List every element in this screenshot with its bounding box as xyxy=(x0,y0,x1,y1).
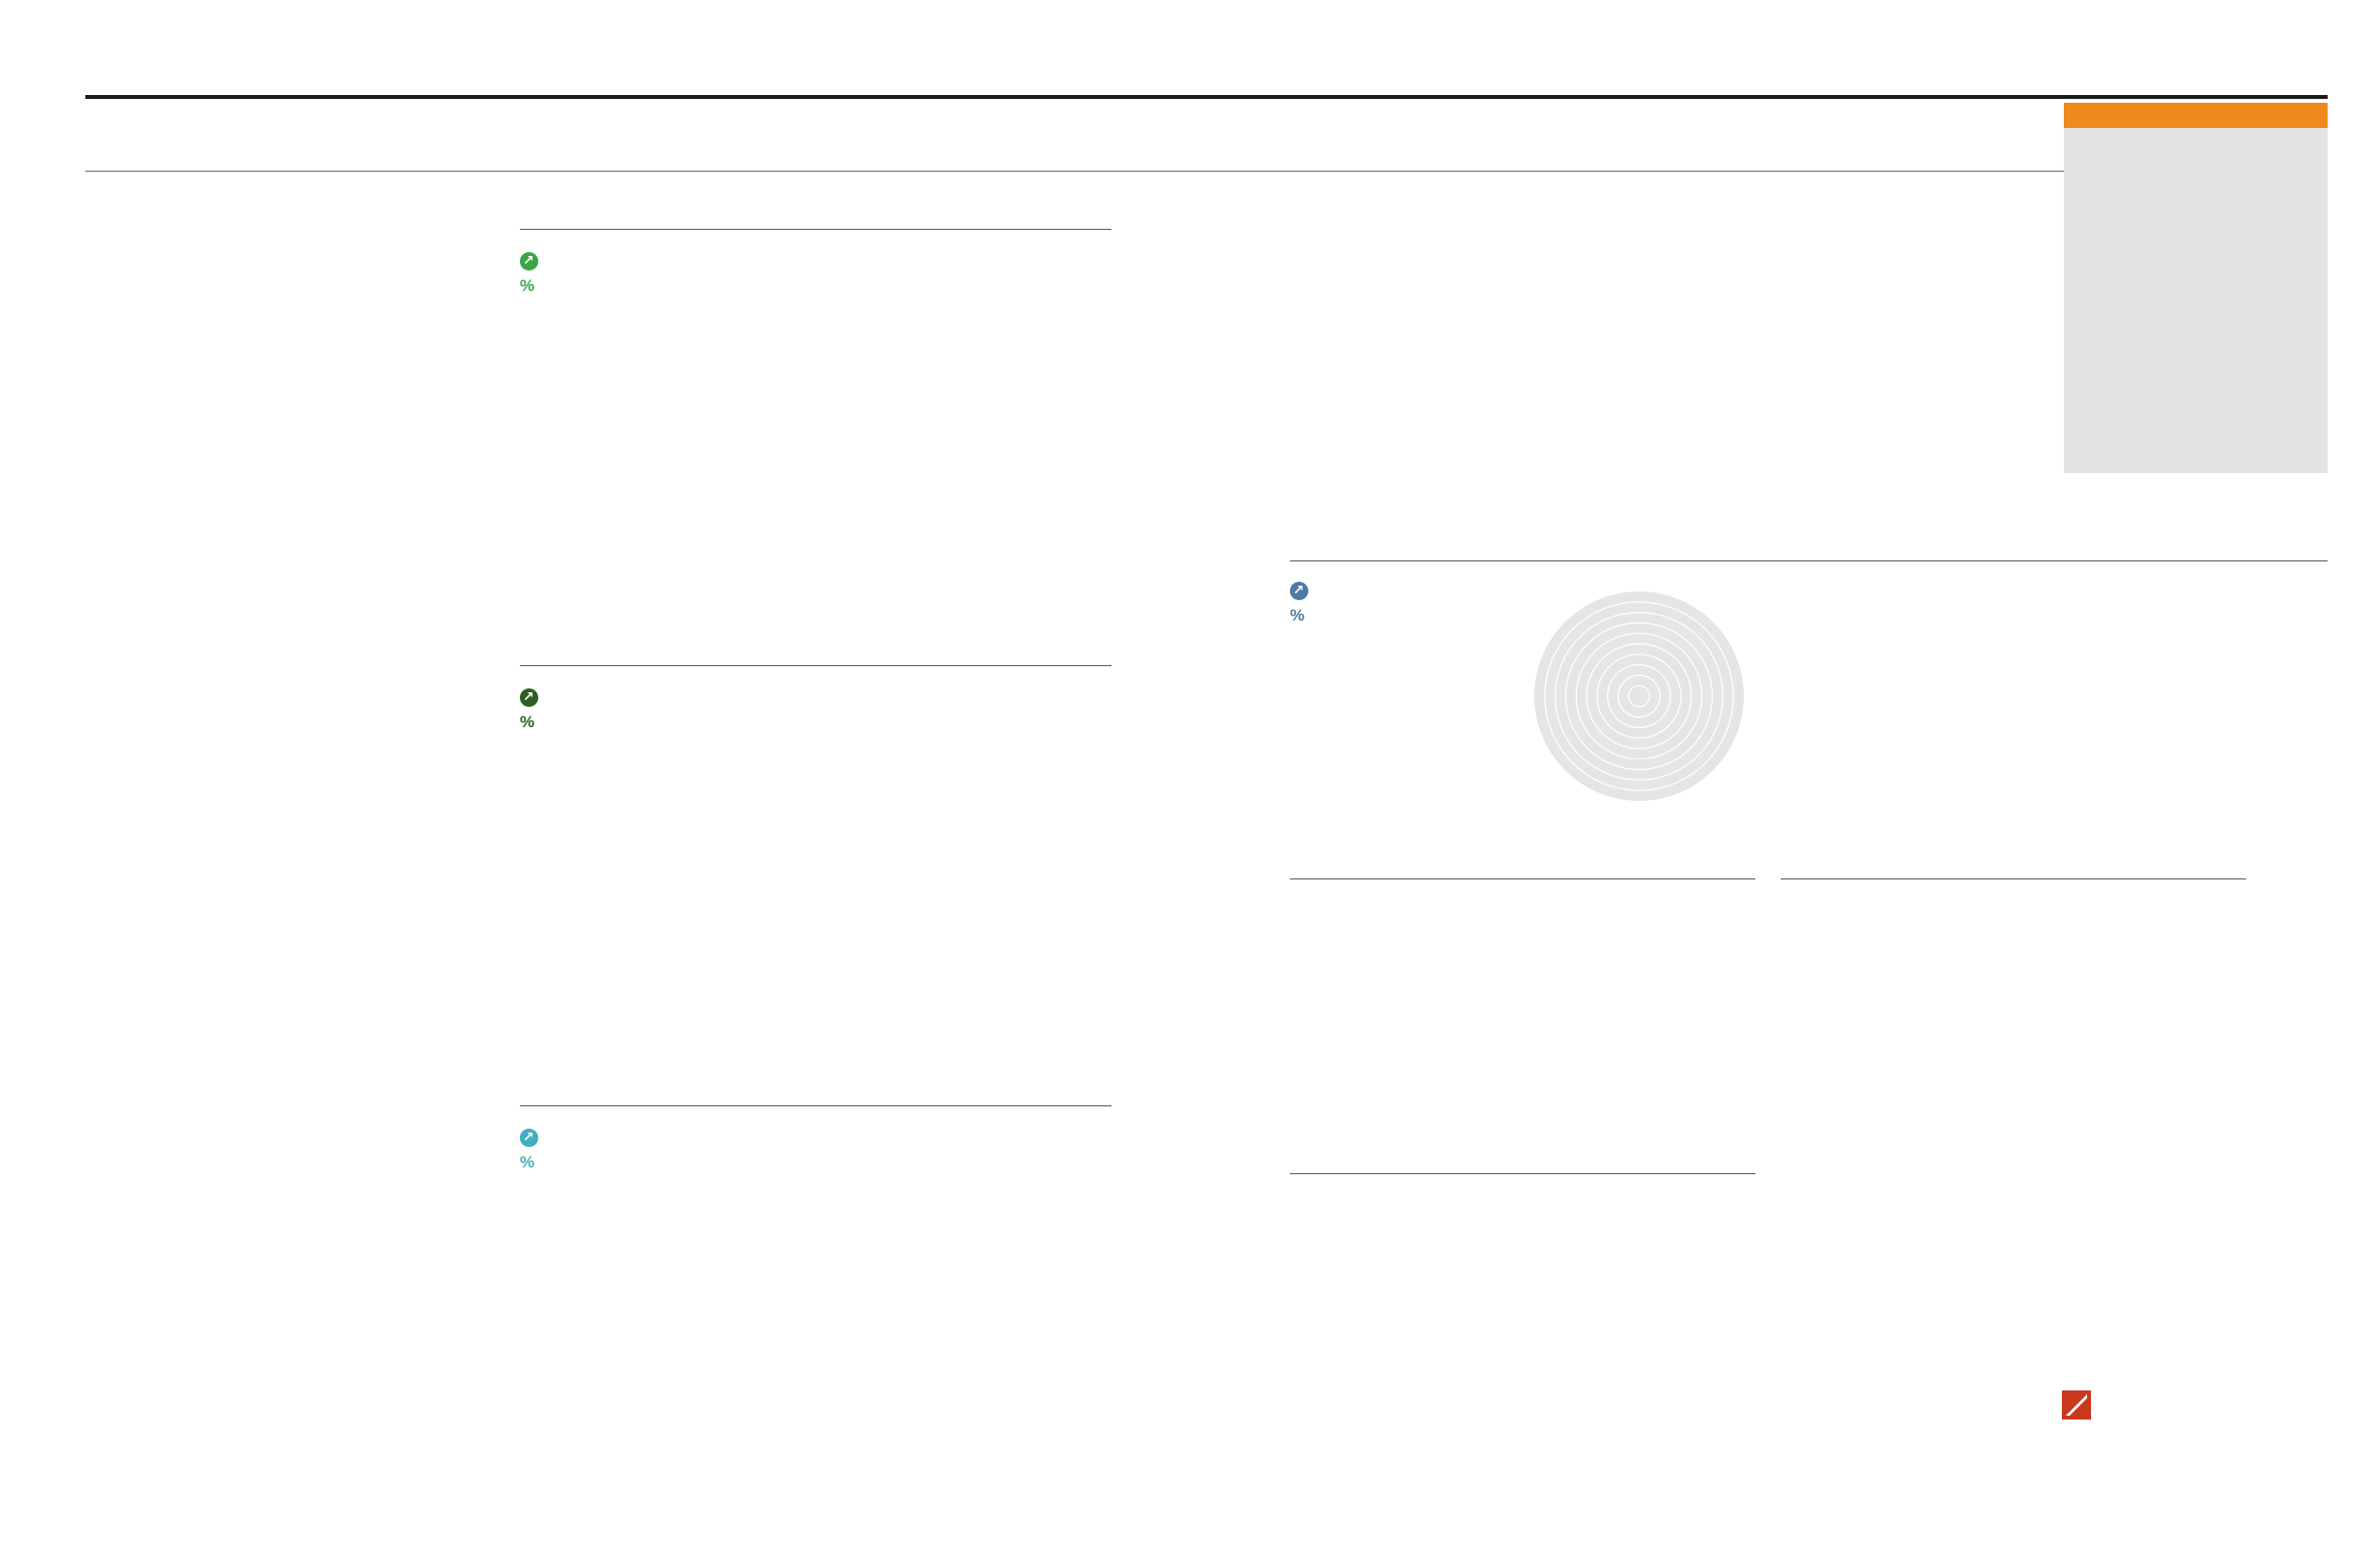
divider xyxy=(1290,878,1755,879)
divider xyxy=(520,1105,1111,1106)
type-closers xyxy=(520,675,724,743)
header-rule xyxy=(85,95,2328,99)
radar-chart-storytellers xyxy=(1530,588,1748,805)
divider xyxy=(1781,878,2246,879)
arrow-icon xyxy=(520,1129,538,1147)
arrow-icon xyxy=(1290,582,1308,600)
radar-chart-consultants xyxy=(733,1115,1121,1542)
type-consultants xyxy=(520,1115,724,1183)
divider xyxy=(1290,560,2328,561)
type-percentage: % xyxy=(520,1152,535,1171)
arrow-icon xyxy=(520,252,538,271)
type-experts xyxy=(520,239,724,306)
type-percentage: % xyxy=(520,712,535,731)
how-to-read-box xyxy=(2064,103,2328,473)
type-recommendation xyxy=(520,252,724,273)
bio xyxy=(2064,1387,2328,1390)
footer-right xyxy=(2017,1516,2033,1532)
divider xyxy=(520,229,1111,230)
how-to-read-body xyxy=(2064,128,2328,138)
type-recommendation xyxy=(520,1129,724,1150)
type-percentage: % xyxy=(520,275,535,295)
arrow-icon xyxy=(520,688,538,707)
how-to-read-title xyxy=(2064,103,2328,128)
hbr-logo-icon xyxy=(2062,1390,2091,1420)
type-recommendation xyxy=(520,688,724,710)
type-percentage: % xyxy=(1290,605,1305,624)
title-underline xyxy=(85,171,2085,172)
performance-chart xyxy=(1494,223,2017,485)
radar-chart-closers xyxy=(733,675,1121,1101)
radar-chart-experts xyxy=(733,239,1121,665)
footer-left xyxy=(85,1516,101,1532)
type-recommendation xyxy=(1290,582,1523,603)
divider xyxy=(520,665,1111,666)
type-storytellers xyxy=(1290,570,1523,636)
divider xyxy=(1290,1173,1755,1174)
